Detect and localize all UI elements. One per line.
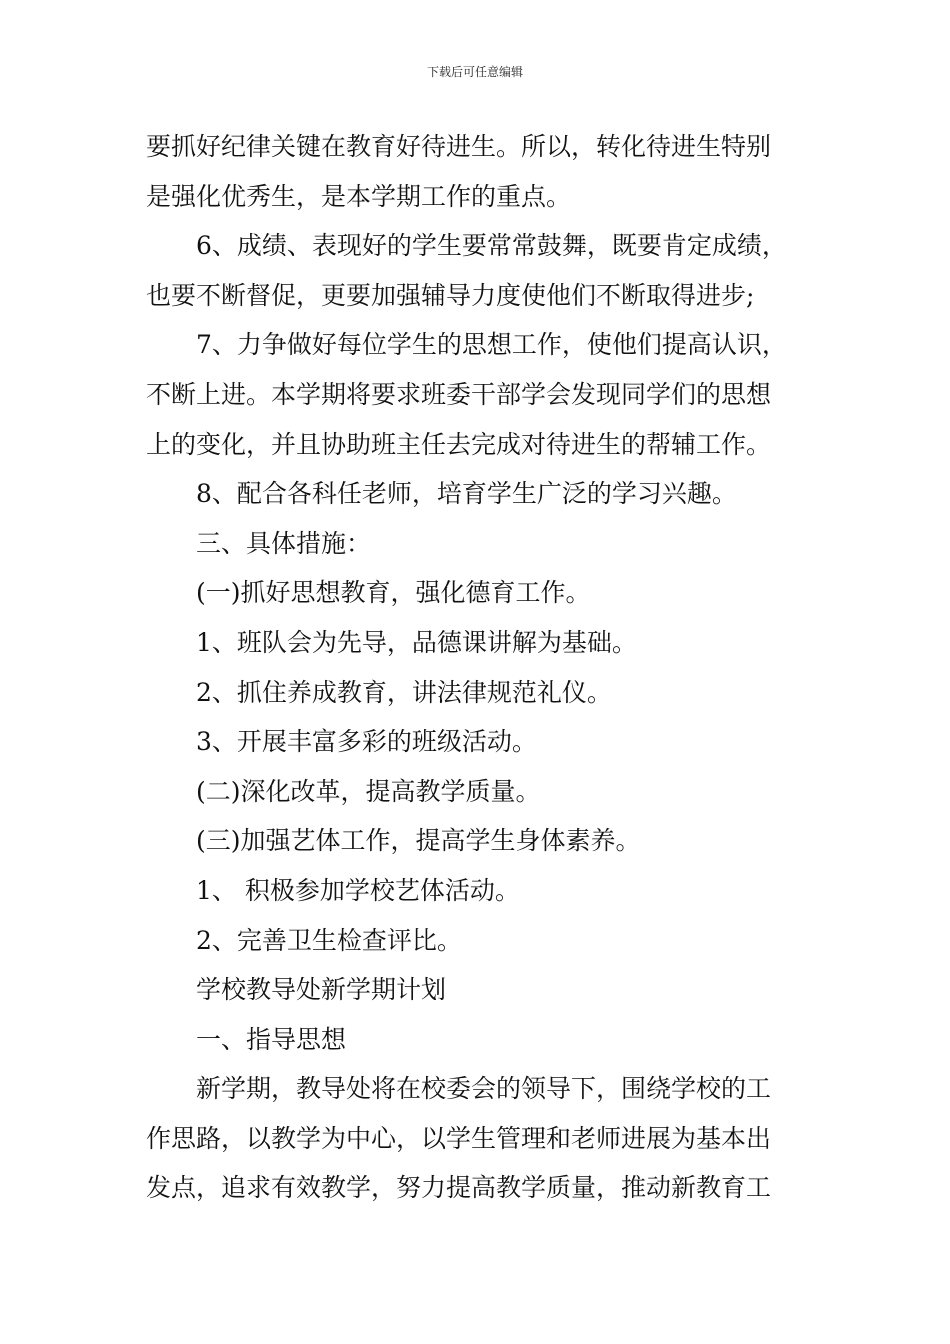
text-line: 作思路，以教学为中心，以学生管理和老师进展为基本出	[146, 1123, 772, 1153]
text-line: 三、具体措施：	[196, 528, 372, 558]
text-line: 7、力争做好每位学生的思想工作，使他们提高认识，	[196, 330, 787, 360]
text-line: 上的变化，并且协助班主任去完成对待进生的帮辅工作。	[146, 429, 772, 459]
text-line: 8、配合各科任老师，培育学生广泛的学习兴趣。	[196, 479, 737, 509]
text-line: 2、完善卫生检查评比。	[196, 925, 462, 955]
page-header	[0, 64, 950, 80]
text-line: 2、抓住养成教育，讲法律规范礼仪。	[196, 677, 612, 707]
text-line: 一、指导思想	[196, 1024, 347, 1054]
document-body	[146, 122, 816, 1213]
text-line: (一)抓好思想教育，强化德育工作。	[196, 578, 591, 608]
header-text: 下载后可任意编辑	[426, 65, 523, 79]
text-line: 也要不断督促，更要加强辅导力度使他们不断取得进步;	[146, 280, 755, 310]
text-line: 新学期，教导处将在校委会的领导下，围绕学校的工	[196, 1074, 772, 1104]
text-line: 不断上进。本学期将要求班委干部学会发现同学们的思想	[146, 379, 772, 409]
text-line: (三)加强艺体工作，提高学生身体素养。	[196, 826, 641, 856]
text-line: 发点，追求有效教学，努力提高教学质量，推动新教育工	[146, 1173, 772, 1203]
text-line: 1、 积极参加学校艺体活动。	[196, 875, 520, 905]
text-line: 1、班队会为先导，品德课讲解为基础。	[196, 627, 637, 657]
text-line: (二)深化改革，提高教学质量。	[196, 776, 541, 806]
text-line: 6、成绩、表现好的学生要常常鼓舞，既要肯定成绩，	[196, 231, 787, 261]
text-line: 学校教导处新学期计划	[196, 975, 447, 1005]
text-line: 要抓好纪律关键在教育好待进生。所以，转化待进生特别	[146, 132, 772, 161]
text-line: 3、开展丰富多彩的班级活动。	[196, 727, 537, 757]
text-line: 是强化优秀生，是本学期工作的重点。	[146, 181, 572, 211]
